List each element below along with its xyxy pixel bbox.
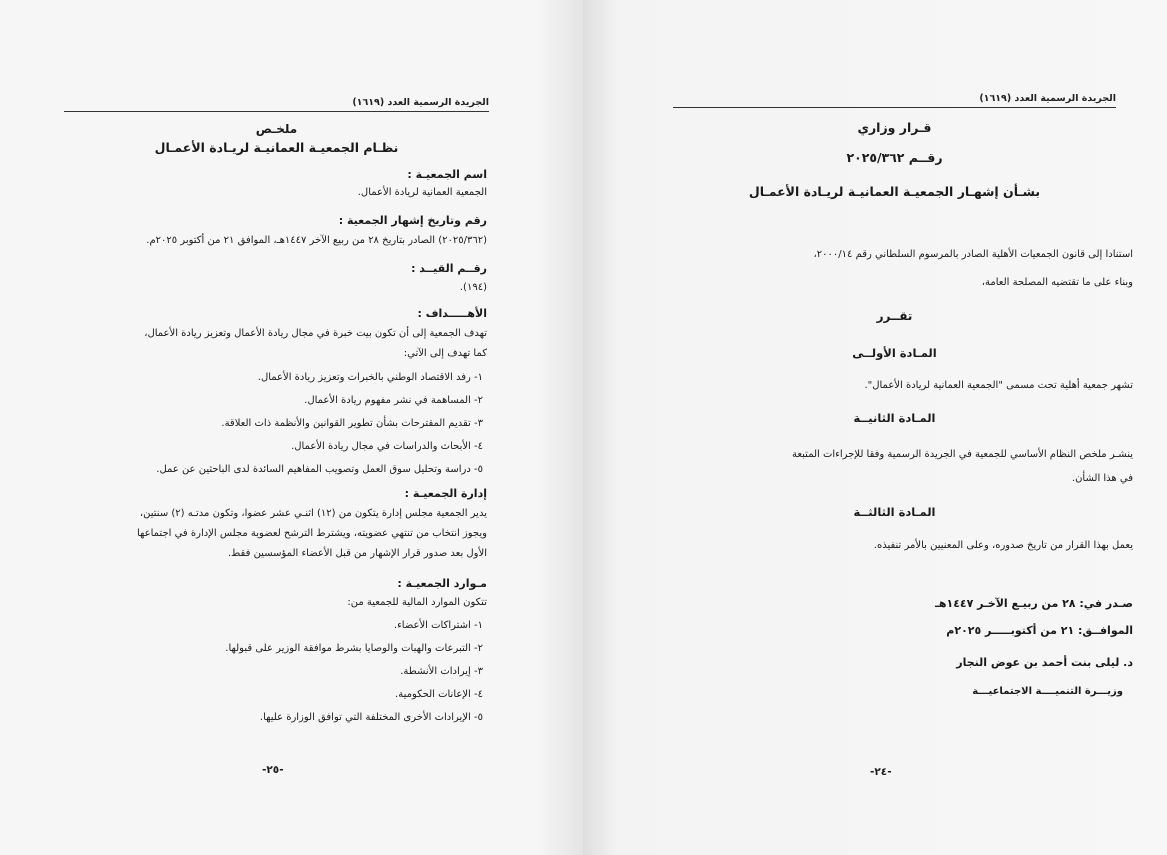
article-1-text: تشهر جمعية أهلية تحت مسمى "الجمعية العمانية لريادة الأعمال".: [864, 380, 1133, 391]
goal-item: ٥- دراسة وتحليل سوق العمل وتصويب المفاهيم السائدة لدى الباحثين عن عمل.: [156, 464, 483, 475]
goal-item: ٣- تقديم المقترحات بشأن تطوير القوانين والأنظمة ذات العلاقة.: [221, 418, 483, 429]
goal-item: ٤- الأبحاث والدراسات في مجال ريادة الأعمال.: [291, 441, 483, 452]
registration-heading: رقــم القيــد :: [411, 262, 487, 275]
decides-heading: تقــرر: [876, 309, 913, 323]
goal-item: ١- رفد الاقتصاد الوطني بالخبرات وتعزيز ريادة الأعمال.: [257, 372, 483, 383]
admin-heading: إدارة الجمعيـة :: [404, 487, 487, 500]
admin-line: يدير الجمعية مجلس إدارة يتكون من (١٢) اثنـي عشر عضوا، وتكون مدتـه (٢) سنتين،: [139, 508, 487, 519]
running-header: الجريدة الرسمية العدد (١٦١٩): [64, 97, 489, 112]
resources-intro: تتكون الموارد المالية للجمعية من:: [347, 597, 487, 608]
signatory-name: د. ليلى بنت أحمد بن عوض النجار: [956, 656, 1133, 669]
statute-title: نظـام الجمعيـة العمانيـة لريـادة الأعمـال: [154, 140, 399, 155]
decree-heading: رقم وتاريخ إشهار الجمعية :: [338, 214, 487, 227]
resources-heading: مـوارد الجمعيـة :: [397, 577, 487, 590]
page-right: [583, 0, 1167, 855]
article-2-title: المـادة الثانيــة: [853, 411, 936, 425]
page-left: [0, 0, 583, 855]
decision-title: قـرار وزاري: [857, 120, 932, 135]
resource-item: ١- اشتراكات الأعضاء.: [393, 620, 483, 631]
name-value: الجمعية العمانية لريادة الأعمال.: [357, 187, 487, 198]
decision-subject: بشـأن إشهـار الجمعيـة العمانيـة لريـادة الأعمـال: [748, 184, 1041, 199]
goals-heading: الأهـــــداف :: [417, 307, 487, 320]
resource-item: ٢- التبرعات والهبات والوصايا بشرط موافقة الوزير على قبولها.: [225, 643, 483, 654]
article-1-title: المـادة الأولــى: [852, 346, 937, 360]
issued-date-hijri: صـدر في: ٢٨ من ربيـع الآخـر ١٤٤٧هـ: [935, 597, 1133, 610]
resource-item: ٤- الإعانات الحكومية.: [395, 689, 483, 700]
preamble-line-2: وبناء على ما تقتضيه المصلحة العامة،: [981, 277, 1133, 288]
goals-intro-line-2: كما تهدف إلى الآتي:: [403, 348, 487, 359]
page-number: -٢٥-: [262, 764, 284, 776]
summary-title: ملخـص: [255, 122, 298, 136]
article-3-title: المـادة الثالثــة: [853, 505, 936, 519]
admin-line: الأول بعد صدور قرار الإشهار من قبل الأعضاء المؤسسين فقط.: [227, 548, 487, 559]
goals-intro-line-1: تهدف الجمعية إلى أن تكون بيت خبرة في مجال ريادة الأعمال وتعزيز ريادة الأعمال،: [144, 328, 487, 339]
preamble-line-1: استنادا إلى قانون الجمعيات الأهلية الصادر بالمرسوم السلطاني رقم ٢٠٠٠/١٤،: [813, 249, 1133, 260]
running-header: الجريدة الرسمية العدد (١٦١٩): [673, 93, 1116, 108]
decision-number: رقــم ٢٠٢٥/٣٦٢: [846, 150, 943, 165]
article-2-text-line-1: ينشـر ملخص النظام الأساسي للجمعية في الجريدة الرسمية وفقا للإجراءات المتبعة: [791, 449, 1133, 460]
article-3-text: يعمل بهذا القرار من تاريخ صدوره، وعلى المعنيين بالأمر تنفيذه.: [873, 540, 1133, 551]
admin-line: ويجوز انتخاب من تنتهي عضويته، ويشترط الترشح لعضوية مجلس الإدارة في اجتماعها: [136, 528, 487, 539]
goal-item: ٢- المساهمة في نشر مفهوم ريادة الأعمال.: [304, 395, 483, 406]
resource-item: ٥- الإيرادات الأخرى المختلفة التي توافق الوزارة عليها.: [259, 712, 483, 723]
resource-item: ٣- إيرادات الأنشطة.: [400, 666, 483, 677]
page-number: -٢٤-: [870, 766, 892, 778]
article-2-text-line-2: في هذا الشأن.: [1071, 473, 1133, 484]
decree-value: (٢٠٢٥/٣٦٢) الصادر بتاريخ ٢٨ من ربيع الآخر ١٤٤٧هـ، الموافق ٢١ من أكتوبر ٢٠٢٥م.: [146, 235, 487, 246]
registration-value: (١٩٤).: [459, 282, 487, 293]
name-heading: اسم الجمعيـة :: [407, 168, 487, 181]
signatory-title: وزيـــرة التنميــــة الاجتماعيـــة: [972, 686, 1123, 697]
issued-date-gregorian: الموافــق: ٢١ من أكتوبـــــر ٢٠٢٥م: [946, 624, 1133, 637]
